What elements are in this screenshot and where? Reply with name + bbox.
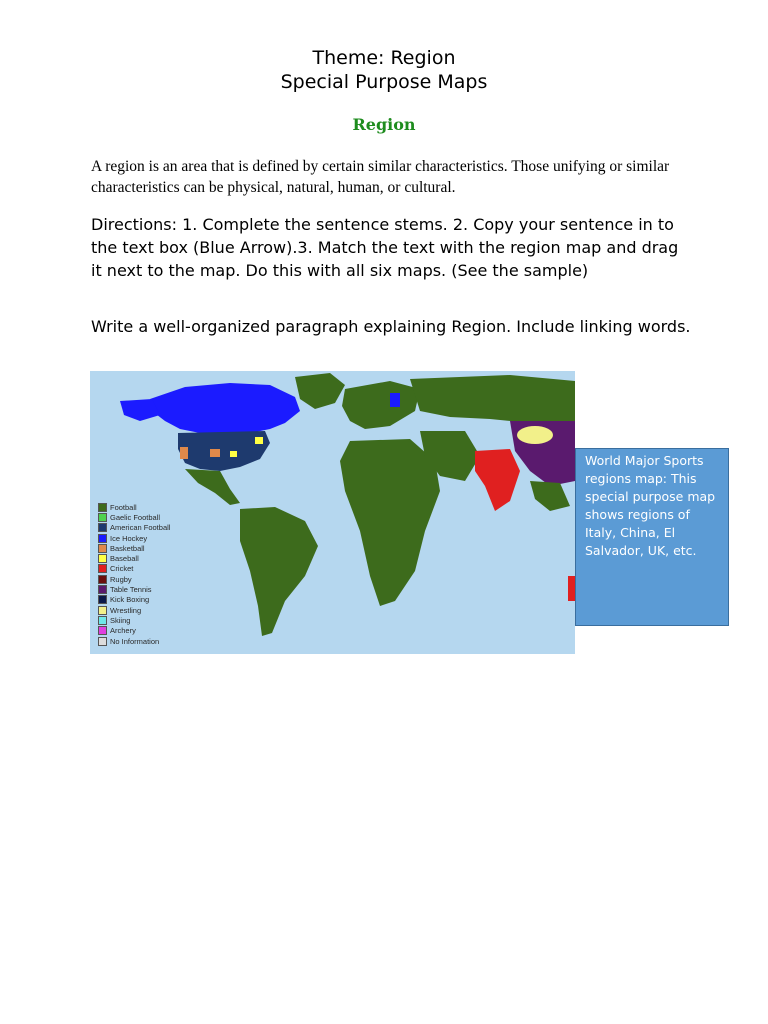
legend-item <box>98 574 170 584</box>
legend-swatch <box>98 637 107 646</box>
answer-text-box[interactable] <box>575 448 729 626</box>
legend-item <box>98 605 170 615</box>
section-heading: Region <box>352 115 416 134</box>
legend-swatch <box>98 534 107 543</box>
legend-label: Rugby <box>110 574 132 584</box>
legend-item <box>98 636 170 646</box>
directions-paragraph: Directions: 1. Complete the sentence stems. 2. Copy your sentence in to the text box (Blue Arrow).3. Match the text with the region map and drag it next to the map. Do this with all six maps. (See the sample) <box>91 215 679 280</box>
legend-label: Gaelic Football <box>110 512 161 522</box>
definition-paragraph: A region is an area that is defined by certain similar characteristics. Those unifying or similar characteristics can be physical, natural, human, or cultural. <box>91 158 670 196</box>
legend-item <box>98 502 170 512</box>
legend-swatch <box>98 523 107 532</box>
legend-swatch <box>98 575 107 584</box>
theme-line: Theme: Region <box>312 47 456 69</box>
legend-item <box>98 533 170 543</box>
subtitle-line: Special Purpose Maps <box>280 71 488 93</box>
legend-swatch <box>98 503 107 512</box>
legend-label: Archery <box>110 626 136 636</box>
legend-item <box>98 584 170 594</box>
legend-item <box>98 564 170 574</box>
map-legend <box>98 502 170 646</box>
legend-label: Cricket <box>110 564 134 574</box>
legend-swatch <box>98 595 107 604</box>
legend-swatch <box>98 616 107 625</box>
legend-label: No Information <box>110 636 160 646</box>
legend-label: Wrestling <box>110 605 142 615</box>
writing-prompt: Write a well-organized paragraph explaining Region. Include linking words. <box>91 317 691 336</box>
legend-label: Kick Boxing <box>110 595 150 605</box>
legend-label: Basketball <box>110 543 145 553</box>
legend-label: American Football <box>110 523 171 533</box>
legend-swatch <box>98 585 107 594</box>
legend-swatch <box>98 554 107 563</box>
legend-item <box>98 626 170 636</box>
document-title <box>0 46 768 94</box>
answer-text: World Major Sports regions map: This special purpose map shows regions of Italy, China, El Salvador, UK, etc. <box>585 453 716 558</box>
legend-swatch <box>98 606 107 615</box>
legend-label: Table Tennis <box>110 585 152 595</box>
legend-item <box>98 553 170 563</box>
legend-label: Football <box>110 502 137 512</box>
legend-label: Baseball <box>110 554 139 564</box>
legend-item <box>98 523 170 533</box>
legend-item <box>98 543 170 553</box>
world-sports-map <box>90 371 575 654</box>
legend-label: Skiing <box>110 615 131 625</box>
legend-label: Ice Hockey <box>110 533 148 543</box>
legend-swatch <box>98 626 107 635</box>
legend-item <box>98 615 170 625</box>
legend-swatch <box>98 544 107 553</box>
legend-swatch <box>98 564 107 573</box>
legend-item <box>98 512 170 522</box>
legend-item <box>98 595 170 605</box>
legend-swatch <box>98 513 107 522</box>
